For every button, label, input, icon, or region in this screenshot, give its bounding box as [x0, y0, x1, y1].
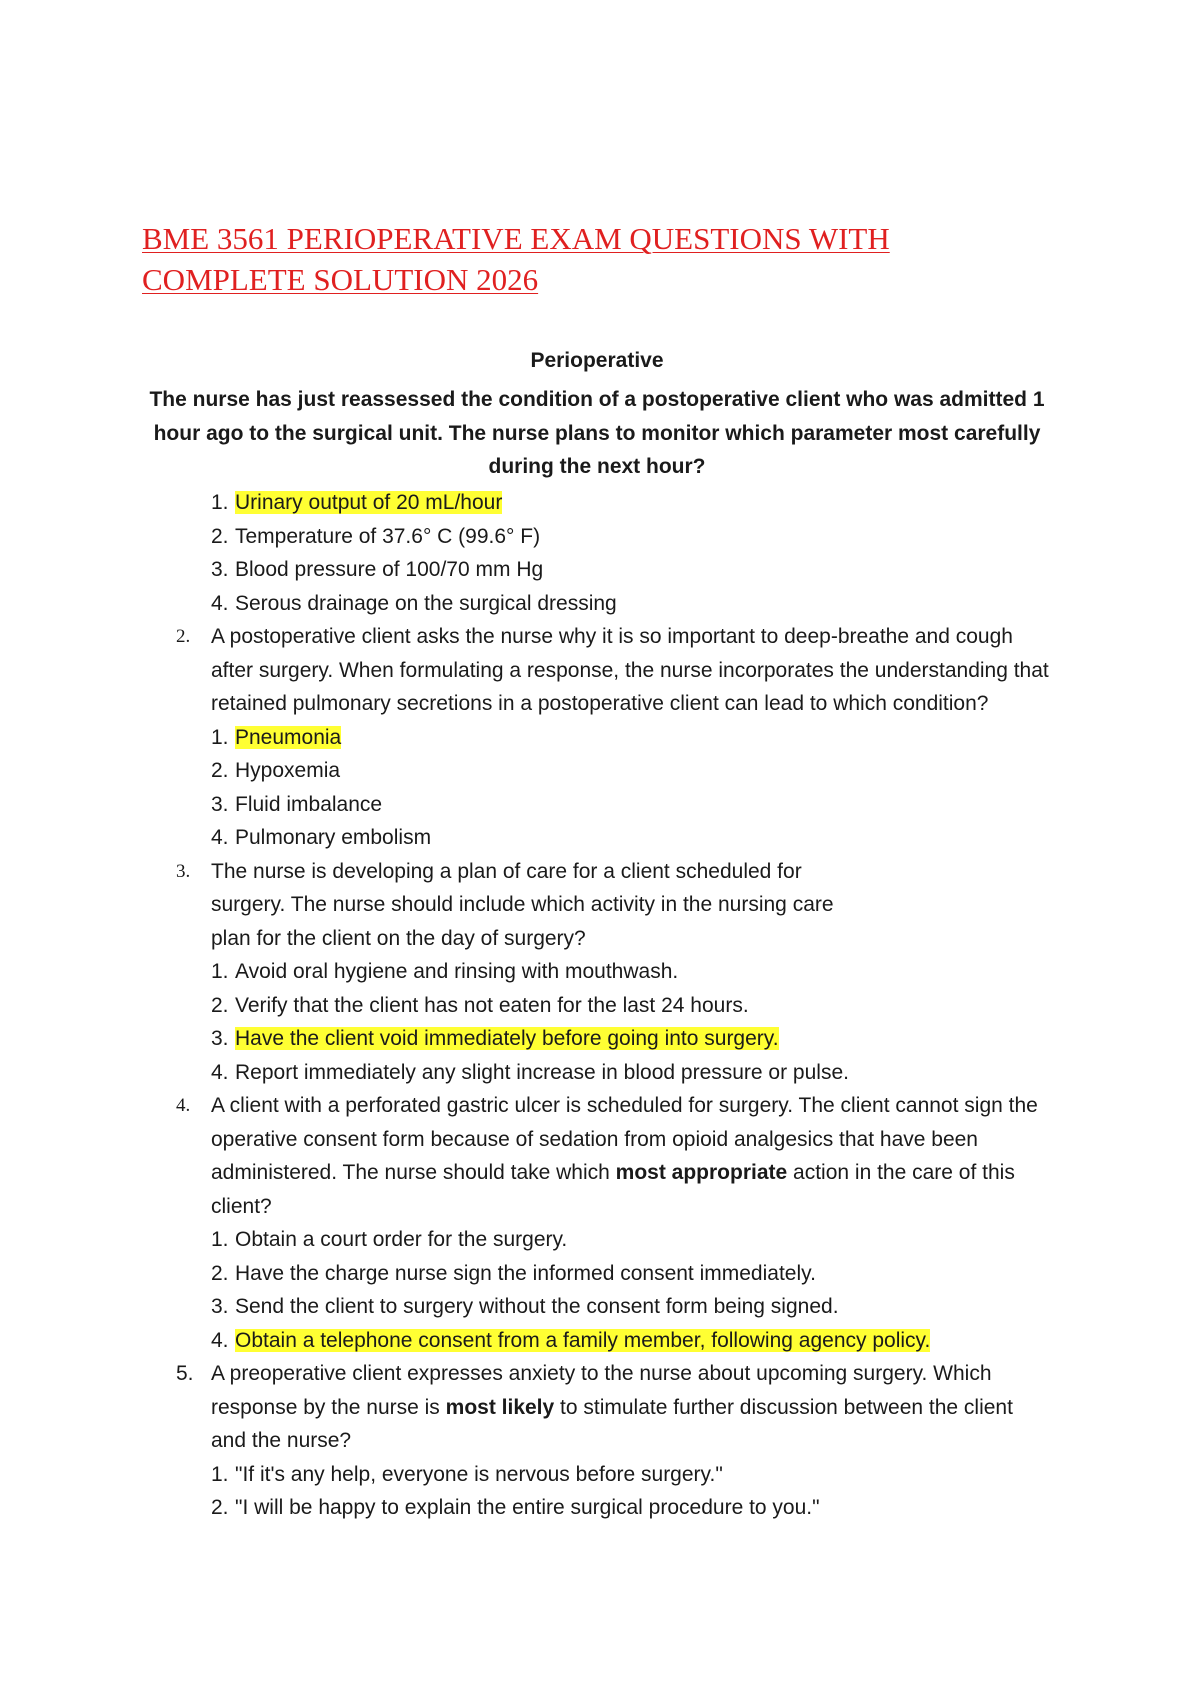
q3-option-3: 3. Have the client void immediately before going into surgery.	[211, 1027, 779, 1050]
q1-option-2: 2. Temperature of 37.6° C (99.6° F)	[211, 524, 541, 548]
question-5-text: 5. A preoperative client expresses anxiety to the nurse about upcoming surgery. Which response by the nurse is most likely to stimulate further discussion between the client and the nurse?	[176, 1362, 1013, 1452]
question-3-text: 3. The nurse is developing a plan of care for a client scheduled for surgery. The nurse should include which activity in the nursing care plan for the client on the day of surgery?	[176, 859, 834, 950]
q3-option-2: 2. Verify that the client has not eaten for the last 24 hours.	[211, 993, 749, 1017]
q2-option-1: 1. Pneumonia	[211, 725, 342, 749]
q3-option-1: 1. Avoid oral hygiene and rinsing with mouthwash.	[211, 960, 679, 983]
answer-highlight: Pneumonia	[235, 725, 342, 749]
q5-option-1: 1. "If it's any help, everyone is nervous before surgery."	[211, 1462, 723, 1486]
emphasis: most appropriate	[615, 1161, 788, 1184]
answer-highlight: Have the client void immediately before going into surgery.	[235, 1027, 779, 1050]
q3-option-4: 4. Report immediately any slight increase in blood pressure or pulse.	[211, 1060, 849, 1084]
title-line-1: BME 3561 PERIOPERATIVE EXAM QUESTIONS WITH	[142, 221, 890, 256]
q2-option-4: 4. Pulmonary embolism	[211, 826, 432, 849]
q2-option-2: 2. Hypoxemia	[211, 759, 341, 782]
question-1-text: The nurse has just reassessed the condition of a postoperative client who was admitted 1 hour ago to the surgical unit. The nurse plans to monitor which parameter most carefully during the next hour?	[149, 388, 1045, 478]
q1-option-4: 4. Serous drainage on the surgical dressing	[211, 591, 617, 615]
emphasis: most likely	[445, 1395, 555, 1419]
q4-option-1: 1. Obtain a court order for the surgery.	[211, 1228, 568, 1251]
title-line-2: COMPLETE SOLUTION 2026	[142, 262, 539, 297]
questions-body	[0, 486, 1190, 1525]
q5-option-2: 2. "I will be happy to explain the entire surgical procedure to you."	[211, 1496, 820, 1519]
answer-highlight: Obtain a telephone consent from a family member, following agency policy.	[235, 1328, 931, 1352]
answer-highlight: Urinary output of 20 mL/hour	[235, 491, 503, 514]
document-title	[142, 218, 1042, 300]
q4-option-3: 3. Send the client to surgery without the consent form being signed.	[211, 1295, 839, 1318]
q1-option-1: 1. Urinary output of 20 mL/hour	[211, 491, 503, 514]
section-heading: Perioperative	[530, 349, 664, 372]
question-2-text: 2. A postoperative client asks the nurse why it is so important to deep-breathe and cough after surgery. When formulating a response, the nurse incorporates the understanding that retained pulmonary secretions in a postoperative client can lead to which condition?	[176, 625, 1049, 715]
q4-option-2: 2. Have the charge nurse sign the informed consent immediately.	[211, 1261, 816, 1285]
q2-option-3: 3. Fluid imbalance	[211, 792, 383, 816]
q4-option-4: 4. Obtain a telephone consent from a family member, following agency policy.	[211, 1328, 931, 1352]
q1-option-3: 3. Blood pressure of 100/70 mm Hg	[211, 558, 544, 581]
question-4-text: 4. A client with a perforated gastric ulcer is scheduled for surgery. The client cannot sign the operative consent form because of sedation from opioid analgesics that have been administered. The nurse should take which most appropriate action in the care of this client?	[176, 1094, 1038, 1218]
